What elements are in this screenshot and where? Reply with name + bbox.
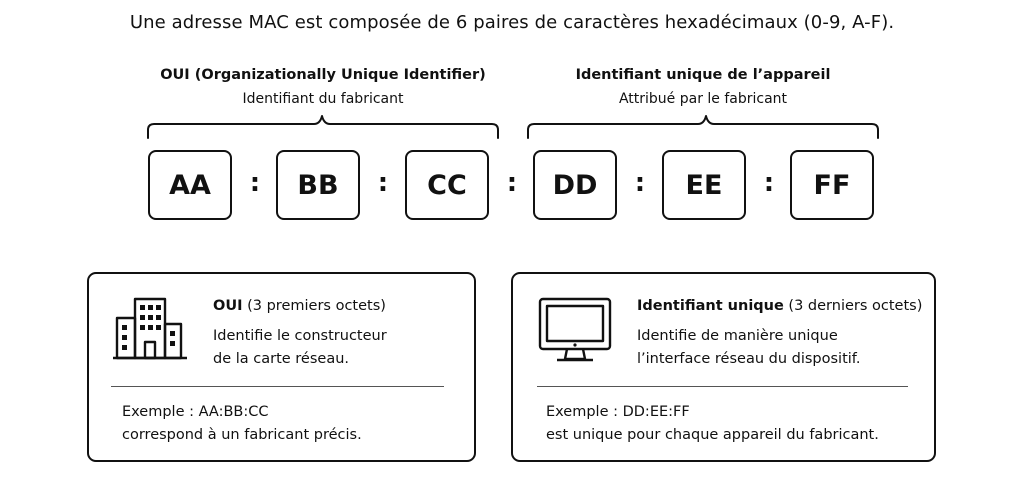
diagram-title: Une adresse MAC est composée de 6 paires de caractères hexadécimaux (0-9, A-F). (129, 12, 895, 33)
octet-box-3: CC (405, 150, 489, 220)
octet-box-5: EE (662, 150, 746, 220)
oui-card-divider (111, 386, 444, 387)
oui-card (87, 272, 476, 462)
monitor-icon (537, 296, 613, 366)
device-group-subtitle: Attribué par le fabricant (618, 91, 788, 107)
building-icon (111, 296, 189, 362)
device-card-desc-line-2: l’interface réseau du dispositif. (637, 351, 861, 367)
octet-separator-4: : (634, 168, 646, 198)
oui-card-heading (213, 298, 473, 314)
device-card-desc-line-1: Identifie de manière unique (637, 328, 838, 344)
oui-card-example-line-1: Exemple : AA:BB:CC (122, 404, 269, 420)
device-card-heading-detail: (3 derniers octets) (783, 298, 923, 314)
oui-card-heading-detail: (3 premiers octets) (242, 298, 386, 314)
oui-card-desc-line-1: Identifie le constructeur (213, 328, 387, 344)
oui-group-subtitle: Identifiant du fabricant (242, 91, 404, 107)
device-card-heading-bold: Identifiant unique (637, 298, 784, 314)
octet-separator-1: : (249, 168, 261, 198)
octet-separator-3: : (506, 168, 518, 198)
device-card-example-line-1: Exemple : DD:EE:FF (546, 404, 690, 420)
octet-box-1: AA (148, 150, 232, 220)
octet-box-2: BB (276, 150, 360, 220)
octet-box-6: FF (790, 150, 874, 220)
octet-separator-5: : (763, 168, 775, 198)
oui-card-example-line-2: correspond à un fabricant précis. (122, 427, 362, 443)
oui-group-title: OUI (Organizationally Unique Identifier) (160, 67, 486, 83)
device-card (511, 272, 936, 462)
device-card-heading (637, 298, 937, 314)
device-group-title: Identifiant unique de l’appareil (575, 67, 831, 83)
device-card-example-line-2: est unique pour chaque appareil du fabricant. (546, 427, 879, 443)
octet-separator-2: : (377, 168, 389, 198)
oui-card-heading-bold: OUI (213, 298, 243, 314)
device-brace (528, 116, 878, 138)
oui-brace (148, 116, 498, 138)
oui-card-desc-line-2: de la carte réseau. (213, 351, 350, 367)
octet-box-4: DD (533, 150, 617, 220)
device-card-divider (537, 386, 908, 387)
